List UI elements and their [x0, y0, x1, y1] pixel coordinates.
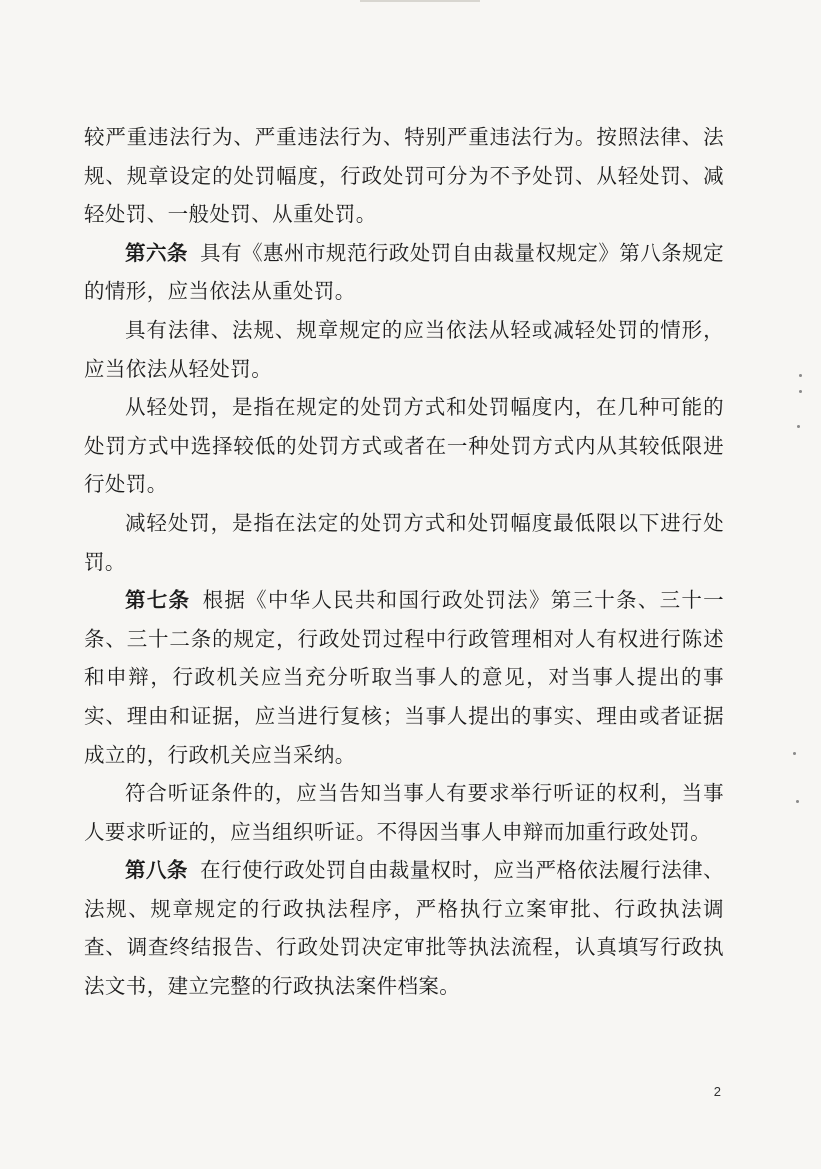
paragraph	[84, 311, 724, 388]
article-8	[84, 851, 724, 1005]
article-6	[84, 234, 724, 311]
paragraph-text: 根据《中华人民共和国行政处罚法》第三十条、三十一条、三十二条的规定，行政处罚过程中行政管理相对人有权进行陈述和申辩，行政机关应当充分听取当事人的意见，对当事人提出的事实、理由和证据，应当进行复核；当事人提出的事实、理由或者证据成立的，行政机关应当采纳。	[84, 588, 724, 767]
article-label: 第六条	[125, 240, 188, 265]
scan-speck	[797, 425, 800, 428]
paragraph	[84, 774, 724, 851]
paragraph-text: 较严重违法行为、严重违法行为、特别严重违法行为。按照法律、法规、规章设定的处罚幅度，行政处罚可分为不予处罚、从轻处罚、减轻处罚、一般处罚、从重处罚。	[84, 125, 724, 227]
scan-speck	[799, 374, 802, 377]
article-label: 第七条	[125, 588, 191, 613]
page-number: 2	[713, 1084, 721, 1099]
paragraph	[84, 388, 724, 504]
paragraph-text: 具有法律、法规、规章规定的应当依法从轻或减轻处罚的情形，应当依法从轻处罚。	[84, 317, 724, 381]
article-7	[84, 581, 724, 774]
paragraph-continuation	[84, 118, 724, 234]
document-body	[84, 118, 724, 1006]
scan-speck	[793, 752, 796, 755]
scan-speck	[799, 390, 802, 393]
scan-edge-line	[360, 0, 480, 2]
paragraph	[84, 504, 724, 581]
paragraph-text: 具有《惠州市规范行政处罚自由裁量权规定》第八条规定的情形，应当依法从重处罚。	[84, 240, 725, 304]
scan-speck	[796, 800, 799, 803]
paragraph-text: 在行使行政处罚自由裁量权时，应当严格依法履行法律、法规、规章规定的行政执法程序，严格执行立案审批、行政执法调查、调查终结报告、行政处罚决定审批等执法流程，认真填写行政执法文书，建立完整的行政执法案件档案。	[84, 858, 725, 999]
article-label: 第八条	[125, 858, 188, 883]
paragraph-text: 符合听证条件的，应当告知当事人有要求举行听证的权利，当事人要求听证的，应当组织听证。不得因当事人申辩而加重行政处罚。	[84, 781, 724, 844]
paragraph-text: 从轻处罚，是指在规定的处罚方式和处罚幅度内，在几种可能的处罚方式中选择较低的处罚方式或者在一种处罚方式内从其较低限进行处罚。	[84, 395, 724, 497]
paragraph-text: 减轻处罚，是指在法定的处罚方式和处罚幅度最低限以下进行处罚。	[84, 510, 724, 574]
